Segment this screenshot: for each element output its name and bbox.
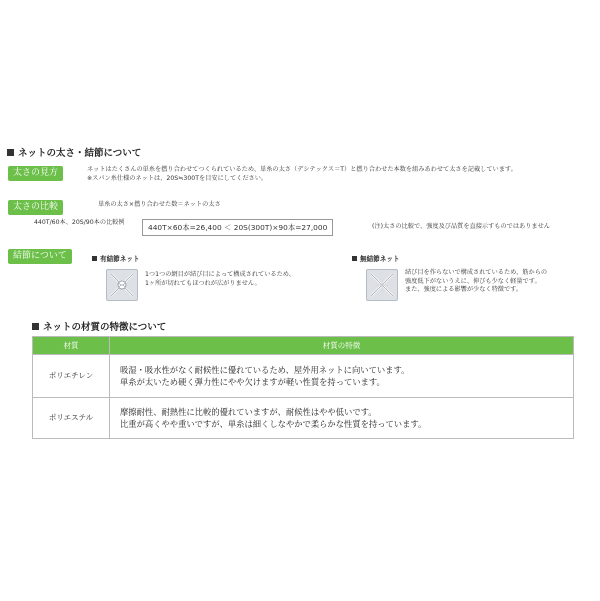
compare-line2: 440T/60本、20S/90本の比較例 xyxy=(34,219,125,226)
tag-compare: 太さの比較 xyxy=(8,200,63,215)
knotless-title: 無結節ネット xyxy=(352,253,400,263)
bullet-square-icon xyxy=(92,256,97,261)
knotted-net-icon xyxy=(106,269,138,301)
section2-title: ネットの材質の特徴について xyxy=(32,319,166,333)
knotless-desc: 結び目を作らないで構成されているため、筋からの 強度低下がないうえに、伸びも少なく軽量です。 また、強度による影響が少なく特徴です。 xyxy=(405,269,548,293)
header-material: 材質 xyxy=(33,337,110,355)
bullet-square-icon xyxy=(352,256,357,261)
material-name: ポリエステル xyxy=(33,398,110,439)
header-features: 材質の特徴 xyxy=(110,337,574,355)
bullet-square-icon xyxy=(32,323,39,330)
material-table xyxy=(32,336,574,439)
tag-knot: 結節について xyxy=(8,249,72,264)
tag-howto: 太さの見方 xyxy=(8,166,63,181)
material-features: 摩擦耐性、耐熱性に比較的優れていますが、耐候性はやや低いです。 比重が高くやや重いですが、単糸は細くしなやかで柔らかな性質を持っています。 xyxy=(110,398,574,439)
section1-title: ネットの太さ・結節について xyxy=(7,145,141,159)
table-header-row xyxy=(33,337,574,355)
compare-formula: 440T×60本=26,400 ＜ 20S(300T)×90本=27,000 xyxy=(142,219,333,236)
table-row xyxy=(33,355,574,398)
howto-text: ネットはたくさんの単糸を撚り合わせてつくられているため、単糸の太さ（デシテックス＝T）と撚り合わせた本数を組みあわせて太さを記載しています。 ※スパン糸仕様のネットは、20S≒300Tを目安にしてください。 xyxy=(87,166,517,182)
knotted-title: 有結節ネット xyxy=(92,253,140,263)
knotted-desc: 1つ1つの網目が結び目によって構成されているため、 1ヶ所が切れてもほつれが広がりません。 xyxy=(145,271,295,287)
compare-line1: 単糸の太さ×撚り合わせた数＝ネットの太さ xyxy=(98,201,221,208)
compare-note: (注)太さの比較で、強度及び品質を直接示すものではありません xyxy=(372,223,550,230)
knotless-net-icon xyxy=(366,269,398,301)
material-name: ポリエチレン xyxy=(33,355,110,398)
material-features: 吸湿・吸水性がなく耐候性に優れているため、屋外用ネットに向いています。 単糸が太いため硬く弾力性にやや欠けますが軽い性質を持っています。 xyxy=(110,355,574,398)
table-row xyxy=(33,398,574,439)
bullet-square-icon xyxy=(7,149,14,156)
